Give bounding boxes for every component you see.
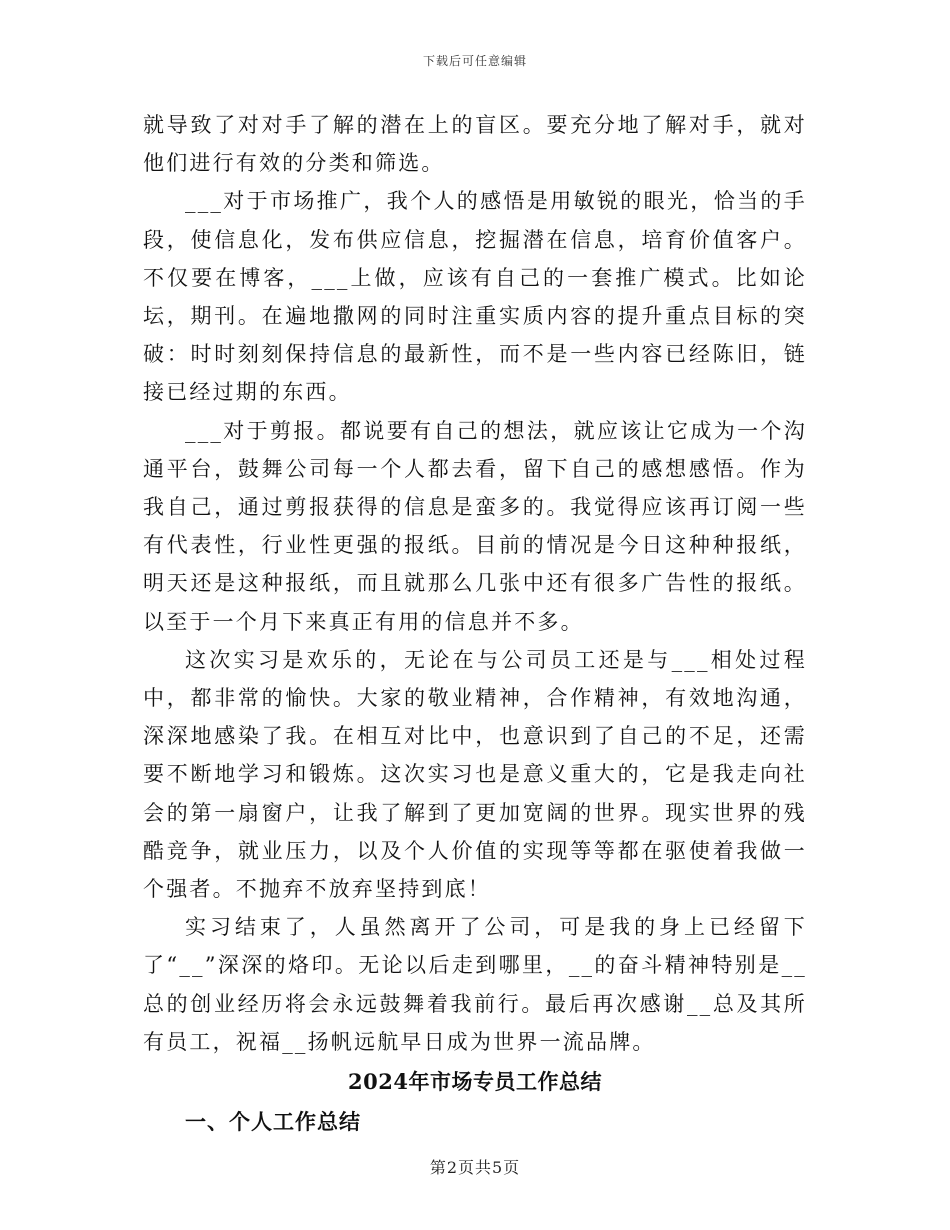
paragraph-market-promotion: ___对于市场推广，我个人的感悟是用敏锐的眼光，恰当的手段，使信息化，发布供应信息，挖掘潜在信息，培育价值客户。不仅要在博客，___上做，应该有自己的一套推广模式。比如论坛，期刊。在遍地撒网的同时注重实质内容的提升重点目标的突破：时时刻刻保持信息的最新性，而不是一些内容已经陈旧，链接已经过期的东西。 [143,189,807,405]
paragraph-internship-end: 实习结束了，人虽然离开了公司，可是我的身上已经留下了“__”深深的烙印。无论以后走到哪里，__的奋斗精神特别是__总的创业经历将会永远鼓舞着我前行。最后再次感谢__总及其所有员工，祝福__扬帆远航早日成为世界一流品牌。 [143,915,807,1054]
paragraph-internship-experience: 这次实习是欢乐的，无论在与公司员工还是与___相处过程中，都非常的愉快。大家的敬业精神，合作精神，有效地沟通，深深地感染了我。在相互对比中，也意识到了自己的不足，还需要不断地学习和锻炼。这次实习也是意义重大的，它是我走向社会的第一扇窗户，让我了解到了更加宽阔的世界。现实世界的残酷竞争，就业压力，以及个人价值的实现等等都在驱使着我做一个强者。不抛弃不放弃坚持到底！ [143,647,807,902]
paragraph-clippings: ___对于剪报。都说要有自己的想法，就应该让它成为一个沟通平台，鼓舞公司每一个人都去看，留下自己的感想感悟。作为我自己，通过剪报获得的信息是蛮多的。我觉得应该再订阅一些有代表性，行业性更强的报纸。目前的情况是今日这种种报纸，明天还是这种报纸，而且就那么几张中还有很多广告性的报纸。以至于一个月下来真正有用的信息并不多。 [143,418,807,634]
page-footer: 第2页共5页 [429,1158,521,1177]
page-header: 下载后可任意编辑 [422,54,527,68]
document-body [143,106,807,1141]
paragraph-continued: 就导致了对对手了解的潜在上的盲区。要充分地了解对手，就对他们进行有效的分类和筛选。 [143,113,807,176]
section-heading: 一、个人工作总结 [185,1109,361,1135]
section-title: 2024年市场专员工作总结 [348,1069,602,1095]
